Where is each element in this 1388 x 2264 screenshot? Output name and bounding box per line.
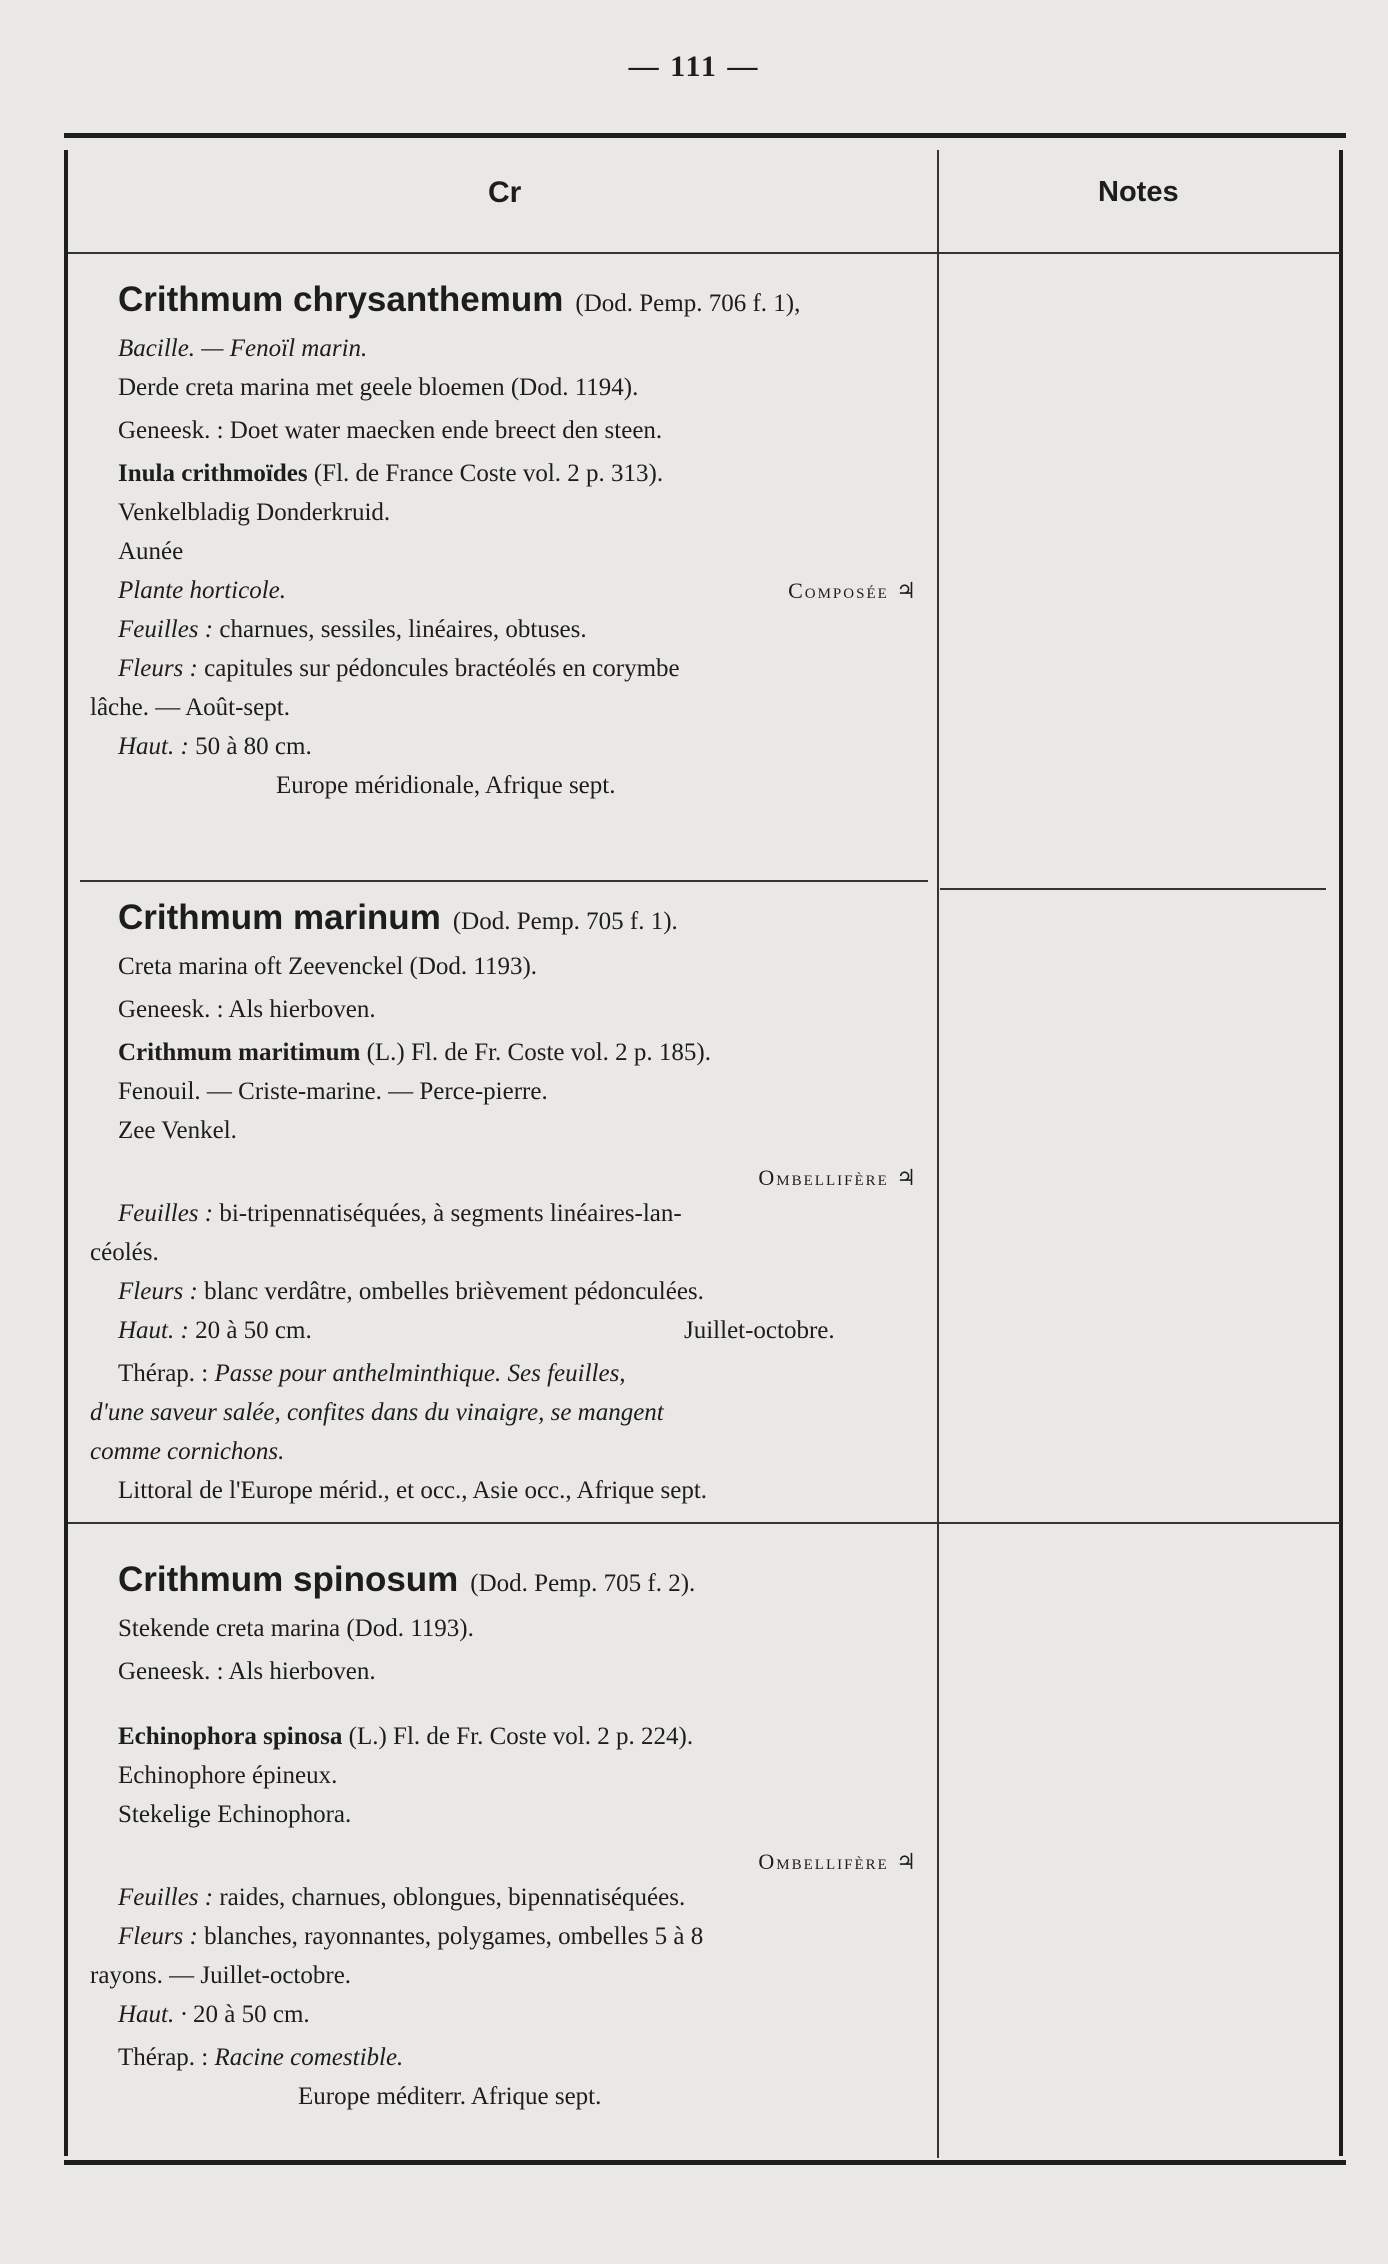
family-tag: Composée ♃ — [788, 578, 918, 603]
column-divider — [937, 150, 939, 2158]
entry-title: Crithmum chrysanthemum (Dod. Pemp. 706 f. 1), — [118, 280, 801, 319]
fleurs-line: Fleurs : capitules sur pédoncules bractéolés en corymbe — [118, 655, 680, 682]
family-tag: Ombellifère ♃ — [758, 1165, 918, 1190]
bottom-rule — [64, 2160, 1346, 2165]
french-names: Fenouil. — Criste-marine. — Perce-pierre. — [118, 1078, 548, 1105]
synonym-line: Echinophora spinosa (L.) Fl. de Fr. Coste vol. 2 p. 224). — [118, 1723, 694, 1750]
entry-divider-left — [80, 880, 928, 882]
synonym-line: Crithmum maritimum (L.) Fl. de Fr. Coste vol. 2 p. 185). — [118, 1039, 712, 1066]
therap-line: Thérap. : Passe pour anthelminthique. Ses feuilles, — [118, 1360, 626, 1387]
season: Juillet-octobre. — [684, 1317, 835, 1344]
haut-line: Haut. : 20 à 50 cm. Juillet-octobre. — [118, 1311, 918, 1350]
plante-horticole: Plante horticole. Composée ♃ — [118, 571, 918, 610]
family-row — [118, 1150, 918, 1194]
page-number: — 111 — — [628, 50, 760, 83]
feuilles-line: Feuilles : raides, charnues, oblongues, bipennatiséquées. — [118, 1884, 686, 1911]
range-line: Littoral de l'Europe mérid., et occ., Asie occ., Afrique sept. — [118, 1477, 708, 1504]
therap-continuation-1: d'une saveur salée, confites dans du vinaigre, se mangent — [90, 1399, 664, 1426]
haut-line: Haut. : 50 à 80 cm. — [118, 733, 312, 760]
feuilles-line: Feuilles : charnues, sessiles, linéaires, obtuses. — [118, 616, 587, 643]
geneesk-line: Geneesk. : Doet water maecken ende breect den steen. — [118, 417, 663, 444]
entry-crithmum-chrysanthemum — [90, 275, 918, 805]
haut-line: Haut. · 20 à 50 cm. — [118, 2001, 310, 2028]
entry-divider-right — [940, 888, 1326, 890]
dutch-name: Venkelbladig Donderkruid. — [118, 499, 391, 526]
therap-continuation-2: comme cornichons. — [90, 1438, 285, 1465]
entry-divider — [68, 1522, 1340, 1524]
range-line: Europe méditerr. Afrique sept. — [298, 2083, 602, 2110]
family-row — [118, 1834, 918, 1878]
french-name: Aunée — [118, 538, 184, 565]
dutch-name: Zee Venkel. — [118, 1117, 237, 1144]
entry-title: Crithmum marinum (Dod. Pemp. 705 f. 1). — [118, 898, 678, 937]
dodoens-description: Creta marina oft Zeevenckel (Dod. 1193). — [118, 953, 538, 980]
fleurs-continuation: rayons. — Juillet-octobre. — [90, 1962, 352, 1989]
feuilles-continuation: céolés. — [90, 1239, 159, 1266]
fleurs-line: Fleurs : blanches, rayonnantes, polygames, ombelles 5 à 8 — [118, 1923, 704, 1950]
entry-crithmum-marinum — [90, 893, 918, 1510]
top-rule — [64, 133, 1346, 138]
geneesk-line: Geneesk. : Als hierboven. — [118, 1658, 376, 1685]
synonym-line: Inula crithmoïdes (Fl. de France Coste vol. 2 p. 313). — [118, 460, 664, 487]
fleurs-continuation: lâche. — Août-sept. — [90, 694, 290, 721]
common-names: Bacille. — Fenoïl marin. — [118, 335, 368, 362]
entry-title: Crithmum spinosum (Dod. Pemp. 705 f. 2). — [118, 1560, 696, 1599]
header-divider — [68, 252, 1340, 254]
dodoens-description: Derde creta marina met geele bloemen (Dod. 1194). — [118, 374, 639, 401]
column-header-cr: Cr — [488, 176, 522, 209]
dutch-name: Stekelige Echinophora. — [118, 1801, 352, 1828]
dodoens-description: Stekende creta marina (Dod. 1193). — [118, 1615, 474, 1642]
range-line: Europe méridionale, Afrique sept. — [276, 772, 616, 799]
feuilles-line: Feuilles : bi-tripennatiséquées, à segments linéaires-lan- — [118, 1200, 682, 1227]
fleurs-line: Fleurs : blanc verdâtre, ombelles brièvement pédonculées. — [118, 1278, 704, 1305]
entry-crithmum-spinosum — [90, 1555, 918, 2116]
french-name: Echinophore épineux. — [118, 1762, 338, 1789]
column-header-notes: Notes — [1098, 176, 1179, 208]
therap-line: Thérap. : Racine comestible. — [118, 2044, 404, 2071]
family-tag: Ombellifère ♃ — [758, 1849, 918, 1874]
geneesk-line: Geneesk. : Als hierboven. — [118, 996, 376, 1023]
